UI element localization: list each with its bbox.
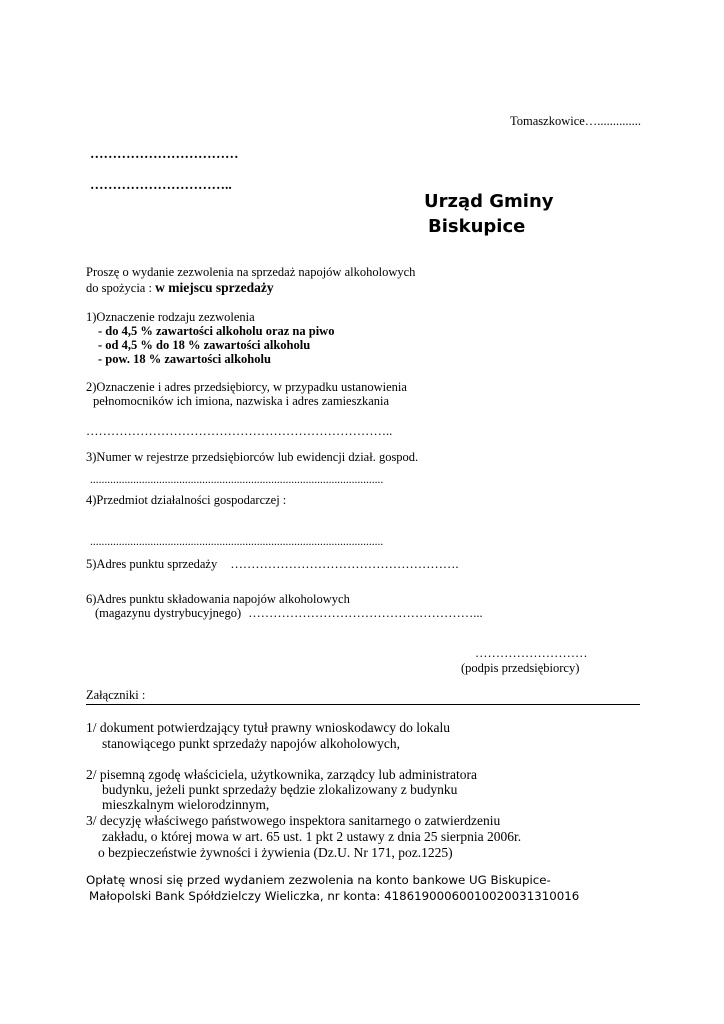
item-6-label: (magazynu dystrybucyjnego)	[95, 606, 242, 620]
item-3-fill-line: ......................................................................................................	[90, 474, 384, 486]
office-name-line-2: Biskupice	[428, 216, 526, 237]
request-line-1: Proszę o wydanie zezwolenia na sprzedaż napojów alkoholowych	[86, 265, 416, 279]
attachment-1-line-2: stanowiącego punkt sprzedaży napojów alkoholowych,	[102, 736, 401, 751]
request-prefix: do spożycia :	[86, 281, 152, 295]
item-2-fill-line: ………………………………………………………………..	[86, 424, 393, 438]
payment-line-1: Opłatę wnosi się przed wydaniem zezwolenia na konto bankowe UG Biskupice-	[86, 873, 551, 887]
item-2-line-2: pełnomocników ich imiona, nazwiska i adres zamieszkania	[93, 394, 390, 408]
payment-line-2: Małopolski Bank Spółdzielczy Wieliczka, nr konta: 41861900060010020031310016	[89, 889, 580, 903]
place-date: Tomaszkowice…..............	[510, 114, 642, 128]
item-4-title: 4)Przedmiot działalności gospodarczej :	[86, 493, 287, 507]
item-1-option-2: - od 4,5 % do 18 % zawartości alkoholu	[98, 338, 311, 352]
request-sale-type: w miejscu sprzedaży	[155, 280, 274, 295]
item-1-title: 1)Oznaczenie rodzaju zezwolenia	[86, 310, 255, 324]
attachment-3-line-3: o bezpieczeństwie żywności i żywienia (Dz.U. Nr 171, poz.1225)	[98, 845, 453, 860]
item-6-line-1: 6)Adres punktu składowania napojów alkoholowych	[86, 592, 350, 606]
attachment-2-line-1: 2/ pisemną zgodę właściciela, użytkownika, zarządcy lub administratora	[86, 767, 477, 782]
item-6-fill-line: ………………………………………………...	[248, 606, 483, 620]
item-3-title: 3)Numer w rejestrze przedsiębiorców lub ewidencji dział. gospod.	[86, 450, 419, 464]
attachment-3-line-2: zakładu, o której mowa w art. 65 ust. 1 pkt 2 ustawy z dnia 25 sierpnia 2006r.	[102, 829, 522, 844]
office-name-line-1: Urząd Gminy	[424, 191, 554, 212]
attachment-2-line-2: budynku, jeżeli punkt sprzedaży będzie zlokalizowany z budynku	[102, 782, 458, 797]
item-4-fill-line: ......................................................................................................	[90, 536, 384, 548]
applicant-line-1: ……………………………	[90, 146, 239, 161]
signature-line: ………………………	[475, 646, 588, 660]
attachment-3-line-1: 3/ decyzję właściwego państwowego inspektora sanitarnego o zatwierdzeniu	[86, 813, 501, 828]
item-1-option-3: - pow. 18 % zawartości alkoholu	[98, 352, 271, 366]
request-line-2	[86, 280, 274, 296]
item-1-option-1: - do 4,5 % zawartości alkoholu oraz na piwo	[98, 324, 335, 338]
applicant-line-2: …………………………..	[90, 177, 232, 192]
signature-caption: (podpis przedsiębiorcy)	[461, 661, 580, 675]
item-6-line-2	[95, 606, 483, 621]
item-5-label: 5)Adres punktu sprzedaży	[86, 557, 218, 571]
item-2-line-1: 2)Oznaczenie i adres przedsiębiorcy, w przypadku ustanowienia	[86, 380, 407, 394]
attachments-divider	[86, 704, 640, 705]
attachments-heading: Załączniki :	[86, 688, 146, 702]
item-5-row	[86, 557, 458, 572]
attachment-2-line-3: mieszkalnym wielorodzinnym,	[102, 797, 270, 812]
item-5-fill-line: ……………………………………………….	[230, 557, 459, 571]
attachment-1-line-1: 1/ dokument potwierdzający tytuł prawny wnioskodawcy do lokalu	[86, 720, 451, 735]
